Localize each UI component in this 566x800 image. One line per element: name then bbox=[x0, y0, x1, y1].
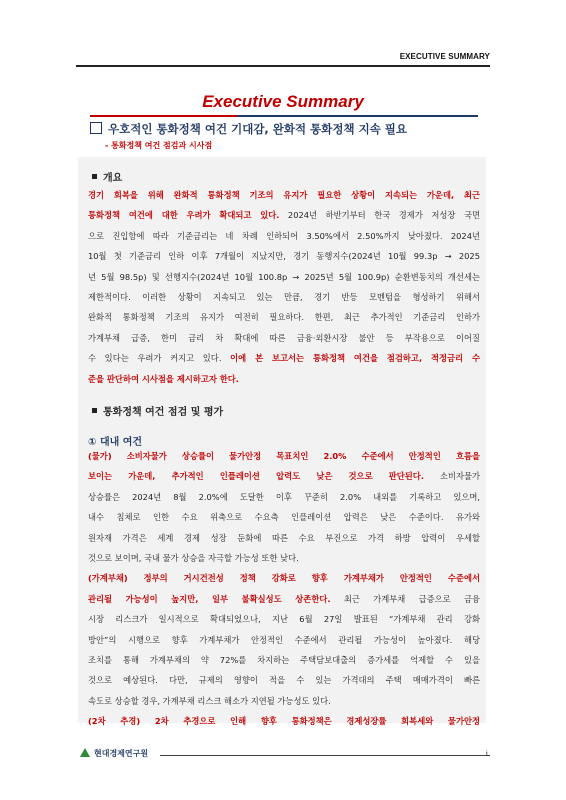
paragraph-line bbox=[88, 287, 480, 307]
underline-red bbox=[90, 115, 237, 117]
triangle-logo-icon bbox=[80, 748, 90, 757]
domestic-conditions-heading: ① 대내 여건 bbox=[88, 437, 143, 448]
paragraph-line bbox=[88, 609, 480, 629]
square-bullet-icon bbox=[92, 408, 97, 413]
paragraph-line bbox=[88, 185, 480, 205]
page-number: i bbox=[485, 749, 488, 758]
paragraph-line bbox=[88, 528, 480, 548]
body-text: 10월 첫 기준금리 인하 이후 7개월이 지났지만, 경기 동행지수(2024년 10월 99.3p → 2025 bbox=[88, 251, 480, 262]
footer-rule bbox=[160, 755, 490, 756]
body-text: 것으로 보이며, 국내 물가 상승을 자극할 가능성 또한 낮다. bbox=[88, 553, 299, 564]
paragraph-line bbox=[88, 369, 480, 389]
highlight-text: 관리될 가능성이 높지만, 일부 불확실성도 상존한다. bbox=[88, 593, 331, 604]
body-text: 소비자물가 bbox=[423, 471, 480, 482]
paragraph-line bbox=[88, 691, 480, 711]
header-title: EXECUTIVE SUMMARY bbox=[399, 52, 490, 61]
paragraph-line bbox=[88, 226, 480, 246]
body-text: 것으로 예상된다. 다만, 규제의 영향이 적을 수 있는 가격대의 주택 매매가격이 빠른 bbox=[88, 675, 480, 686]
paragraph-line bbox=[88, 307, 480, 327]
paragraph-line bbox=[88, 267, 480, 287]
body-text: 시장 리스크가 일시적으로 확대되었으나, 지난 6월 27일 발표된 “가계부채 관리 강화 bbox=[88, 614, 480, 625]
footer-logo bbox=[80, 748, 148, 759]
paragraph-line bbox=[88, 466, 480, 486]
highlight-text: (2차 추경) 2차 추경으로 인해 향후 통화정책은 경제성장률 회복세와 물가안정 bbox=[88, 716, 480, 727]
main-heading-text: 우호적인 통화정책 여건 기대감, 완화적 통화정책 지속 필요 bbox=[108, 122, 408, 136]
executive-summary-title: Executive Summary bbox=[202, 92, 364, 111]
paragraph-line bbox=[88, 348, 480, 368]
paragraph-line bbox=[88, 650, 480, 670]
body-text: 속도로 상승할 경우, 가계부채 리스크 해소가 지연될 가능성도 있다. bbox=[88, 695, 331, 706]
header-rule bbox=[76, 65, 490, 67]
body-text: 수 있다는 우려가 커지고 있다. bbox=[88, 353, 231, 364]
underline-navy bbox=[237, 115, 478, 117]
body-text: 상승률은 2024년 8월 2.0%에 도달한 이후 꾸준히 2.0% 내외를 기록하고 있으며, bbox=[88, 491, 480, 502]
evaluation-paragraph bbox=[88, 446, 480, 732]
summary-box bbox=[78, 157, 486, 727]
square-bullet-icon bbox=[92, 174, 97, 179]
paragraph-line bbox=[88, 711, 480, 731]
paragraph-line bbox=[88, 568, 480, 588]
main-heading bbox=[90, 121, 407, 137]
highlight-text: 준을 판단하여 시사점을 제시하고자 한다. bbox=[88, 373, 239, 384]
title-underline bbox=[90, 114, 478, 118]
body-text: 으로 진입함에 따라 기준금리는 네 차례 인하되어 3.50%에서 2.50%까지 낮아졌다. 2024년 bbox=[88, 230, 480, 241]
paragraph-line bbox=[88, 670, 480, 690]
evaluation-heading bbox=[92, 403, 223, 418]
body-text: 년 5월 98.5p) 및 선행지수(2024년 10월 100.8p → 2025년 5월 100.9p) 순환변동치의 개선세는 bbox=[88, 271, 480, 282]
body-text: 제한적이다. 이러한 상황이 지속되고 있는 만큼, 경기 반등 모멘텀을 형성하기 위해서 bbox=[88, 292, 480, 303]
paragraph-line bbox=[88, 548, 480, 568]
paragraph-line bbox=[88, 507, 480, 527]
body-text: 내수 침체로 인한 수요 위축으로 수요측 인플레이션 압력은 낮은 수준이다. 유가와 bbox=[88, 512, 480, 523]
body-text: 방안”의 시행으로 향후 가계부채가 안정적인 수준에서 관리될 가능성이 높아졌다. 해당 bbox=[88, 634, 480, 645]
sub-heading: - 통화정책 여건 점검과 시사점 bbox=[105, 141, 213, 150]
highlight-text: 경기 회복을 위해 완화적 통화정책 기조의 유지가 필요한 상황이 지속되는 가운데, 최근 bbox=[88, 190, 480, 200]
body-text: 2024년 하반기부터 한국 경제가 저성장 국면 bbox=[279, 210, 480, 221]
body-text: 가계부채 급증, 한미 금리 차 확대에 따른 금융·외환시장 불안 등 부작용으로 이어질 bbox=[88, 332, 480, 343]
highlight-text: (물가) 소비자물가 상승률이 물가안정 목표치인 2.0% 수준에서 안정적인 흐름을 bbox=[88, 451, 480, 461]
paragraph-line bbox=[88, 205, 480, 225]
overview-heading-text: 개요 bbox=[103, 173, 123, 184]
paragraph-line bbox=[88, 487, 480, 507]
highlight-text: 이에 본 보고서는 통화정책 여건을 점검하고, 적정금리 수 bbox=[230, 353, 480, 364]
body-text: 최근 가계부채 급증으로 금융 bbox=[330, 593, 480, 604]
overview-heading bbox=[92, 169, 122, 184]
body-text: 원자재 가격은 세계 경제 성장 둔화에 따른 수요 부진으로 가격 하방 압력이 우세할 bbox=[88, 532, 480, 543]
highlight-text: 통화정책 여건에 대한 우려가 확대되고 있다. bbox=[88, 210, 280, 221]
checkbox-square-icon bbox=[90, 122, 102, 134]
paragraph-line bbox=[88, 446, 480, 466]
highlight-text: 보이는 가운데, 추가적인 인플레이션 압력도 낮은 것으로 판단된다. bbox=[88, 471, 424, 482]
paragraph-line bbox=[88, 246, 480, 266]
highlight-text: (가계부채) 정부의 거시건전성 정책 강화로 향후 가계부채가 안정적인 수준에서 bbox=[88, 573, 480, 584]
body-text: 완화적 통화정책 기조의 유지가 여전히 필요하다. 한편, 최근 추가적인 기준금리 인하가 bbox=[88, 312, 480, 323]
paragraph-line bbox=[88, 630, 480, 650]
overview-paragraph bbox=[88, 185, 480, 389]
evaluation-heading-text: 통화정책 여건 점검 및 평가 bbox=[103, 407, 224, 418]
paragraph-line bbox=[88, 589, 480, 609]
body-text: 조치를 통해 가계부채의 약 72%를 차지하는 주택담보대출의 증가세를 억제할 수 있을 bbox=[88, 655, 480, 666]
paragraph-line bbox=[88, 328, 480, 348]
footer-org: 현대경제연구원 bbox=[94, 749, 149, 758]
